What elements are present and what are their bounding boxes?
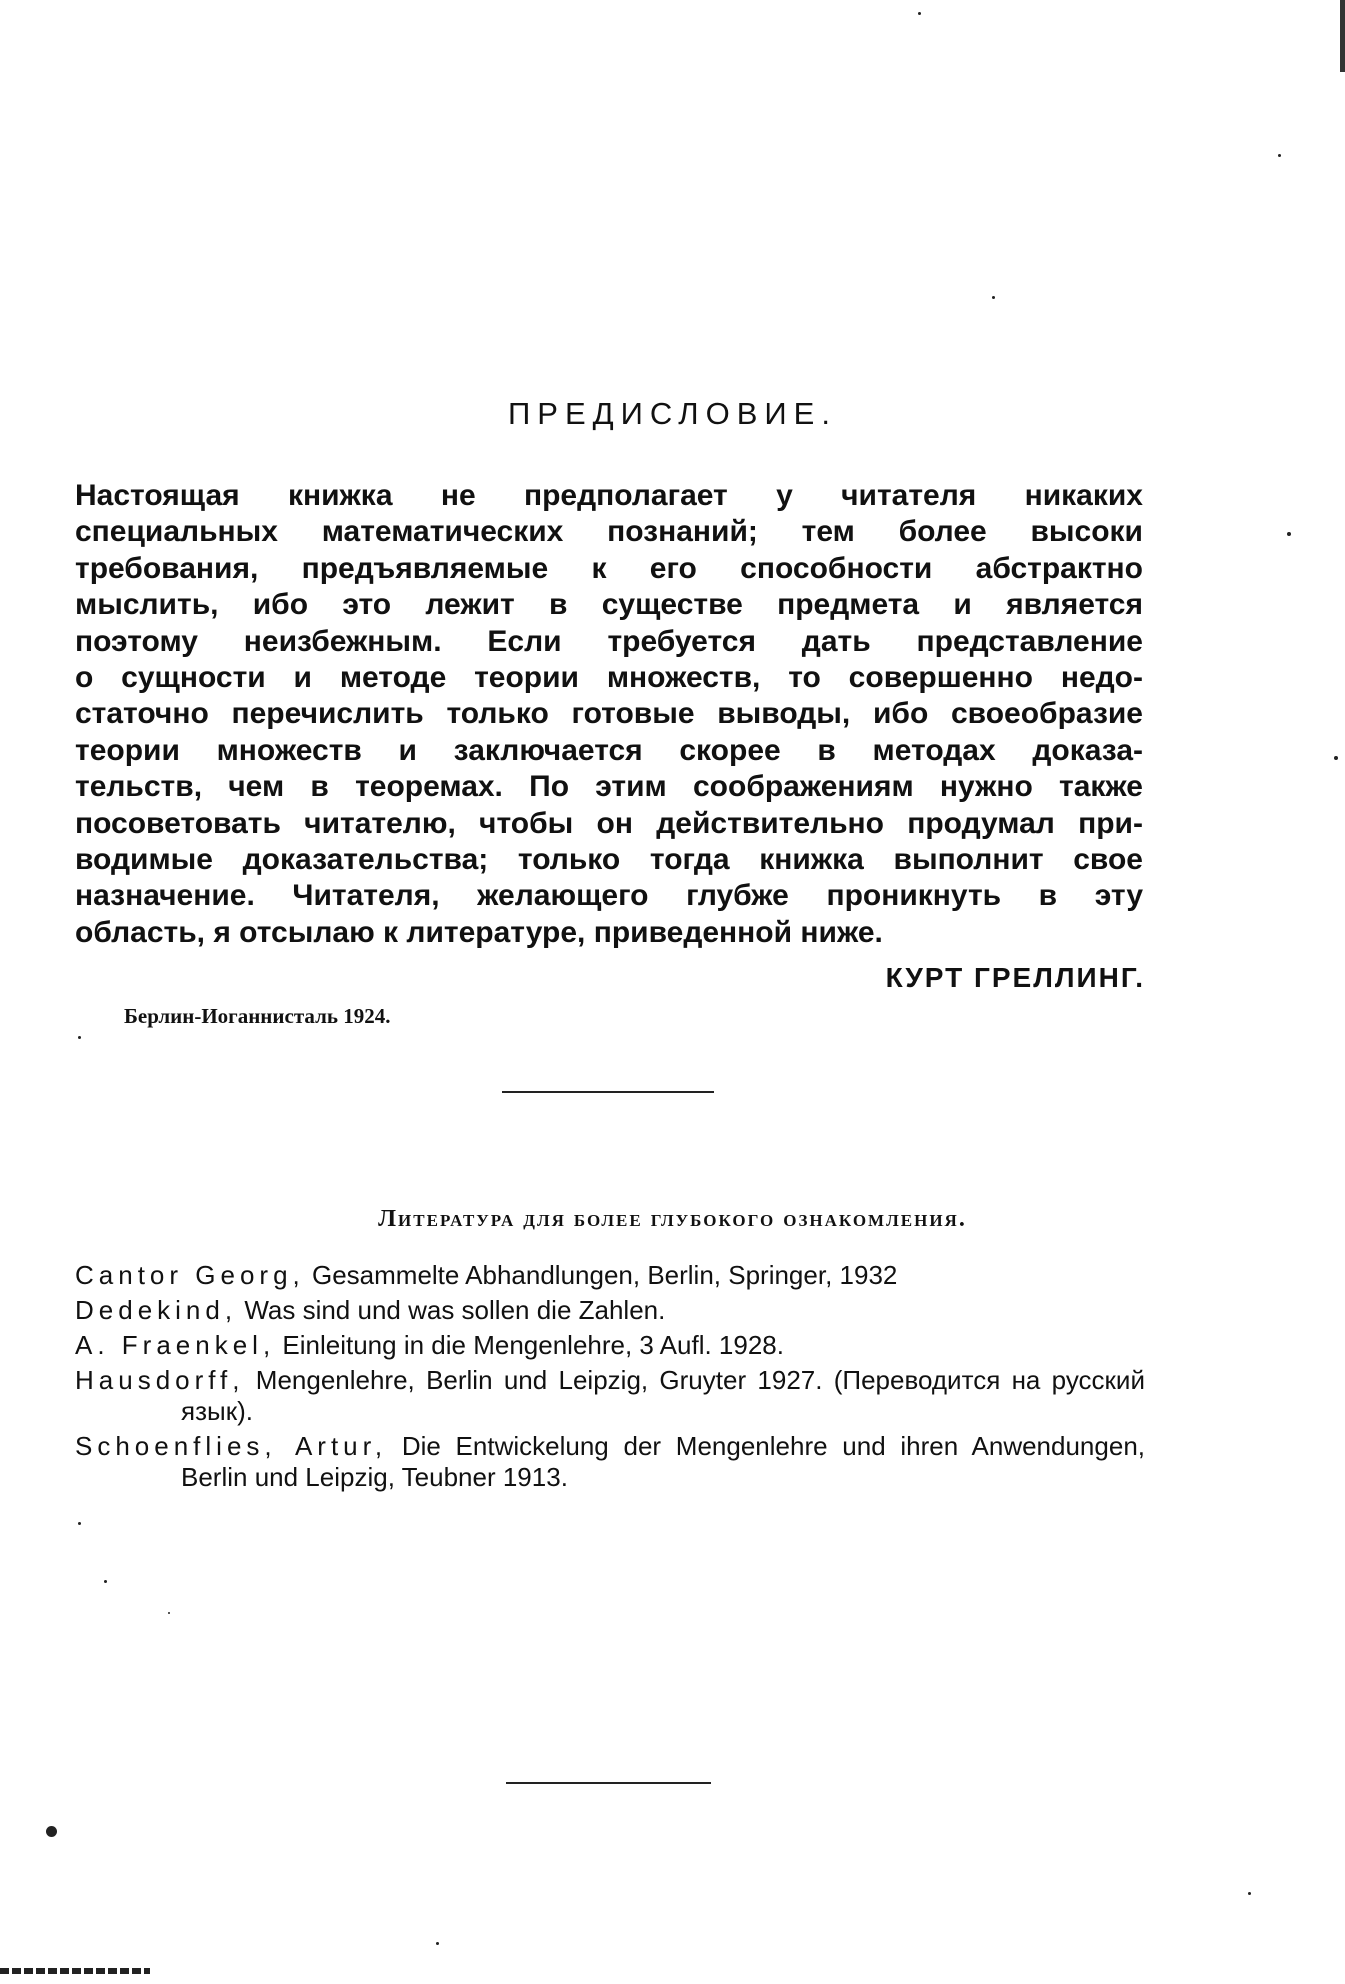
scan-edge-mark (1340, 0, 1345, 72)
preface-line: назначение. Читателя, желающего глубже проникнуть в эту (75, 879, 1143, 913)
literature-author: A. Fraenkel, (75, 1330, 276, 1360)
literature-text: Was sind und was sollen die Zahlen. (244, 1295, 666, 1325)
literature-text: Mengenlehre, Berlin und Leipzig, Gruyter 1927. (Переводится на русский язык). (181, 1365, 1145, 1426)
literature-author: Dedekind, (75, 1295, 238, 1325)
preface-line: посоветовать читателю, чтобы он действительно продумал при- (75, 806, 1143, 840)
literature-item (75, 1260, 1145, 1291)
literature-list (75, 1260, 1145, 1497)
scan-speck (1278, 154, 1281, 157)
literature-text: Die Entwickelung der Mengenlehre und ihren Anwendungen, Berlin und Leipzig, Teubner 1913. (181, 1431, 1145, 1492)
section-divider (506, 1782, 711, 1784)
literature-item (75, 1295, 1145, 1326)
scan-speck (992, 296, 995, 299)
preface-line: область, я отсылаю к литературе, приведенной ниже. (75, 915, 883, 949)
preface-line: поэтому неизбежным. Если требуется дать представление (75, 624, 1143, 658)
author-signature: КУРТ ГРЕЛЛИНГ. (885, 962, 1145, 993)
literature-text: Einleitung in die Mengenlehre, 3 Aufl. 1928. (282, 1330, 784, 1360)
literature-author: Hausdorff, (75, 1365, 245, 1395)
scan-speck (78, 1036, 81, 1039)
scan-speck (168, 1612, 170, 1614)
literature-item (75, 1431, 1145, 1493)
section-divider (502, 1091, 714, 1093)
literature-item (75, 1365, 1145, 1427)
preface-line: специальных математических познаний; тем более высоки (75, 515, 1143, 549)
literature-heading: Литература для более глубокого ознакомления. (378, 1206, 967, 1232)
literature-author: Schoenflies, Artur, (75, 1431, 388, 1461)
scan-speck (918, 12, 921, 15)
preface-line: мыслить, ибо это лежит в существе предмета и является (75, 588, 1143, 622)
scan-speck (104, 1580, 107, 1583)
literature-author: Cantor Georg, (75, 1260, 305, 1290)
preface-body (75, 478, 1143, 951)
scan-speck (1287, 532, 1291, 536)
preface-line: водимые доказательства; только тогда книжка выполнит свое (75, 843, 1143, 877)
preface-line: Настоящая книжка не предполагает у читателя никаких (75, 479, 1143, 512)
place-date: Берлин-Иоганнисталь 1924. (124, 1004, 391, 1028)
literature-text: Gesammelte Abhandlungen, Berlin, Springer, 1932 (311, 1260, 898, 1290)
literature-item (75, 1330, 1145, 1361)
scan-speck (1248, 1892, 1251, 1895)
scan-speck (436, 1942, 439, 1945)
preface-line: статочно перечислить только готовые выводы, ибо своеобразие (75, 697, 1143, 731)
scan-speck (1334, 756, 1338, 760)
preface-line: требования, предъявляемые к его способности абстрактно (75, 551, 1143, 585)
preface-line: теории множеств и заключается скорее в методах доказа- (75, 733, 1143, 767)
preface-line: тельств, чем в теоремах. По этим соображениям нужно также (75, 770, 1143, 804)
scan-speck (78, 1522, 81, 1525)
scan-edge-artifact (0, 1968, 150, 1974)
preface-line: о сущности и методе теории множеств, то совершенно недо- (75, 661, 1143, 695)
scan-speck (46, 1826, 57, 1837)
preface-title: ПРЕДИСЛОВИЕ. (508, 396, 837, 431)
